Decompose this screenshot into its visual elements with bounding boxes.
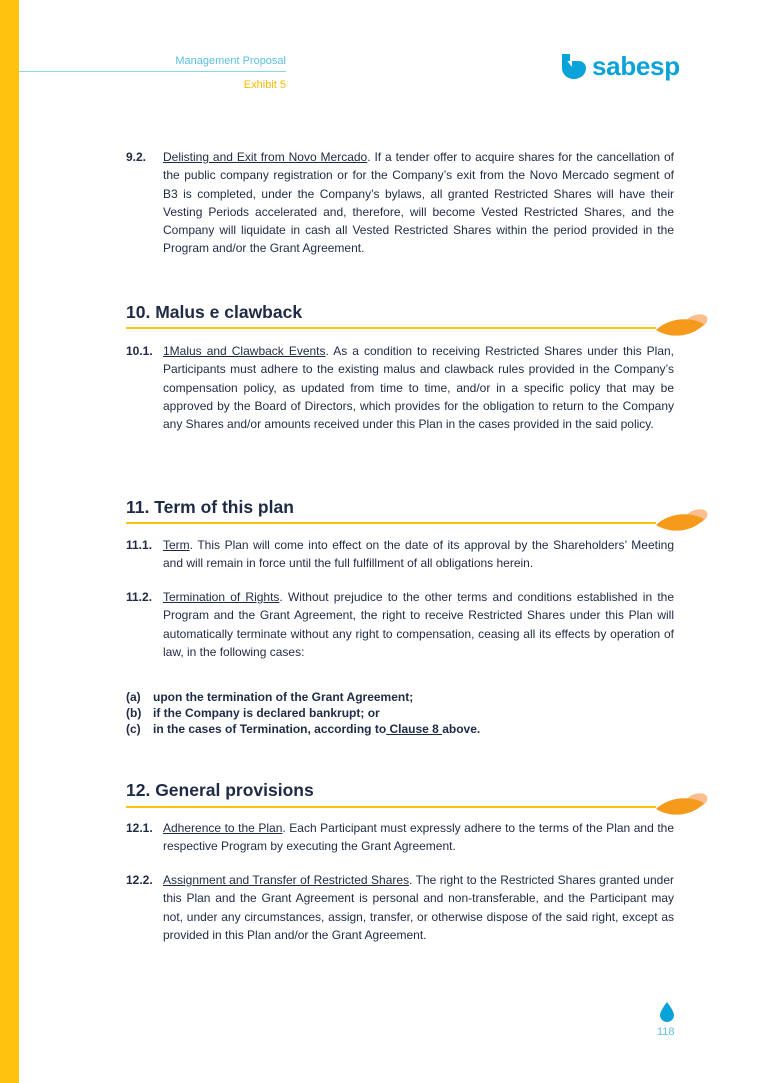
clause-11-2 bbox=[126, 588, 674, 661]
header-exhibit: Exhibit 5 bbox=[243, 79, 286, 91]
clause-number: 10.1. bbox=[126, 344, 153, 358]
clause-text bbox=[163, 871, 674, 944]
termination-cases-list bbox=[126, 689, 480, 737]
section-10-rule bbox=[126, 327, 656, 329]
section-11-title: 11. Term of this plan bbox=[126, 497, 294, 517]
clause-heading: Termination of Rights bbox=[163, 590, 280, 604]
list-item-text: upon the termination of the Grant Agreement; bbox=[153, 690, 414, 704]
clause-12-1 bbox=[126, 819, 674, 856]
water-drop-icon bbox=[660, 1002, 674, 1022]
clause-number: 11.2. bbox=[126, 590, 153, 604]
leaf-ornament-icon bbox=[654, 310, 710, 346]
list-item bbox=[126, 721, 480, 737]
clause-body: . Without prejudice to the other terms and conditions established in the Program and the Grant Agreement, the right to receive Restricted Shares under this Plan will automatically terminate without any right to compensation, ceasing all its effects by operation of law, in the following cases: bbox=[163, 590, 674, 659]
header-title: Management Proposal bbox=[175, 55, 286, 67]
clause-number: 9.2. bbox=[126, 150, 147, 164]
clause-body: . As a condition to receiving Restricted Shares under this Plan, Participants must adhere to the existing malus and clawback rules provided in the Company’s compensation policy, as updated from time to time, and/or in a specific policy that may be approved by the Board of Directors, which provides for the obligation to return to the Company any Shares and/or amounts received under this Plan in the cases provided in the said policy. bbox=[163, 344, 674, 432]
section-12-title: 12. General provisions bbox=[126, 780, 314, 800]
sabesp-logo-icon bbox=[559, 52, 589, 80]
list-item-text: in the cases of Termination, according to bbox=[153, 722, 387, 736]
clause-body: . The right to the Restricted Shares granted under this Plan and the Grant Agreement is personal and non-transferable, and the Participant may not, under any circumstances, assign, transfer, or otherwise dispose of the said right, except as provided in this Plan and/or the Grant Agreement. bbox=[163, 873, 674, 942]
list-item-text: if the Company is declared bankrupt; or bbox=[153, 706, 380, 720]
clause-text bbox=[163, 148, 674, 258]
list-item bbox=[126, 689, 480, 705]
clause-number: 11.1. bbox=[126, 538, 153, 552]
left-accent-bar bbox=[0, 0, 19, 1083]
clause-11-1 bbox=[126, 536, 674, 573]
clause-text bbox=[163, 588, 674, 661]
logo-text: sabesp bbox=[592, 51, 680, 81]
list-item-label: (a) bbox=[126, 690, 141, 704]
clause-10-1 bbox=[126, 342, 674, 433]
section-12-rule bbox=[126, 806, 656, 808]
section-11-rule bbox=[126, 522, 656, 524]
clause-heading: Delisting and Exit from Novo Mercado bbox=[163, 150, 368, 164]
sabesp-logo bbox=[559, 51, 680, 81]
header-rule bbox=[19, 71, 286, 72]
clause-heading: Term bbox=[163, 538, 190, 552]
clause-9-2 bbox=[126, 148, 674, 258]
clause-8-link[interactable]: Clause 8 bbox=[386, 722, 443, 736]
clause-body: . This Plan will come into effect on the date of its approval by the Shareholders’ Meeting and will remain in force until the full fulfillment of all obligations herein. bbox=[163, 538, 674, 571]
clause-body: . If a tender offer to acquire shares for the cancellation of the public company registration or for the Company’s exit from the Novo Mercado segment of B3 is completed, under the Company’s bylaws, all granted Restricted Shares will have their Vesting Periods accelerated and, therefore, will become Vested Restricted Shares, and the Company will liquidate in cash all Vested Restricted Shares within the period provided in the Program and/or the Grant Agreement. bbox=[163, 150, 674, 256]
clause-text bbox=[163, 536, 674, 573]
list-item bbox=[126, 705, 480, 721]
clause-12-2 bbox=[126, 871, 674, 944]
section-10-title: 10. Malus e clawback bbox=[126, 302, 303, 322]
clause-heading: Adherence to the Plan bbox=[163, 821, 283, 835]
list-item-text-after: above. bbox=[442, 722, 481, 736]
page-number: 118 bbox=[657, 1026, 675, 1038]
clause-number: 12.2. bbox=[126, 873, 153, 887]
clause-body: . Each Participant must expressly adhere to the terms of the Plan and the respective Program by executing the Grant Agreement. bbox=[163, 821, 674, 854]
clause-number: 12.1. bbox=[126, 821, 153, 835]
clause-heading: Assignment and Transfer of Restricted Shares bbox=[163, 873, 410, 887]
clause-heading: 1Malus and Clawback Events bbox=[163, 344, 326, 358]
list-item-label: (c) bbox=[126, 722, 141, 736]
list-item-label: (b) bbox=[126, 706, 142, 720]
clause-text bbox=[163, 819, 674, 856]
clause-text bbox=[163, 342, 674, 433]
